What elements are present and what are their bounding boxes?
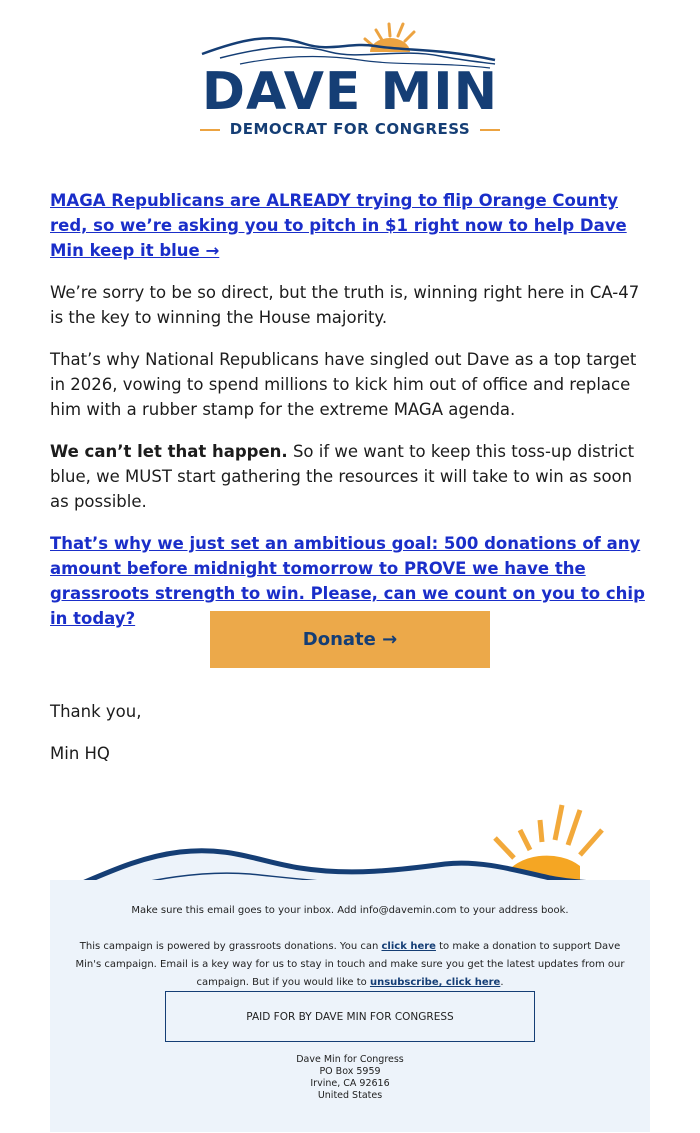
email-body xyxy=(50,188,650,648)
inbox-note: Make sure this email goes to your inbox. Add info@davemin.com to your address book. xyxy=(131,905,569,916)
address-city: Irvine, CA 92616 xyxy=(310,1078,390,1089)
address-po-box: PO Box 5959 xyxy=(319,1066,381,1077)
footer-paragraph xyxy=(75,938,625,992)
footer-para-part3: . xyxy=(500,977,504,988)
lead-paragraph xyxy=(50,188,650,263)
signoff xyxy=(50,702,650,786)
email-footer xyxy=(50,880,650,1132)
goal-donate-link[interactable]: That’s why we just set an ambitious goal: 500 donations of any amount before midnight tomorrow to PROVE we have the grassroots strength to win. Please, can we count on you to chip in today? xyxy=(50,534,645,628)
tagline-dash-right xyxy=(480,129,500,131)
logo-tagline-text: DEMOCRAT FOR CONGRESS xyxy=(229,120,471,138)
logo-wordmark: DAVE MIN xyxy=(201,62,499,122)
mailing-address xyxy=(50,1054,650,1102)
logo-tagline xyxy=(0,120,700,138)
donate-button-wrap xyxy=(210,611,490,668)
paragraph-3 xyxy=(50,439,650,514)
paragraph-3-bold: We can’t let that happen. xyxy=(50,442,288,461)
email-header xyxy=(0,0,700,150)
thanks-text: Thank you, xyxy=(50,702,142,721)
donate-button[interactable]: Donate → xyxy=(210,611,490,668)
address-country: United States xyxy=(317,1090,383,1101)
paragraph-1: We’re sorry to be so direct, but the truth is, winning right here in CA-47 is the key to winning the House majority. xyxy=(50,283,640,327)
address-name: Dave Min for Congress xyxy=(296,1054,404,1065)
lead-donate-link[interactable]: MAGA Republicans are ALREADY trying to flip Orange County red, so we’re asking you to pitch in $1 right now to help Dave Min keep it blue → xyxy=(50,191,627,260)
unsubscribe-link[interactable]: unsubscribe, click here xyxy=(369,977,501,988)
paragraph-2: That’s why National Republicans have singled out Dave as a top target in 2026, vowing to spend millions to kick him out of office and replace him with a rubber stamp for the extreme MAGA agenda. xyxy=(50,350,637,419)
footer-para-part2: to make a donation to support Dave Min's campaign. Email is a key way for us to stay in touch and make sure you get the latest updates from our campaign. But if you would like to xyxy=(75,941,625,988)
footer-para-part1: This campaign is powered by grassroots donations. You can xyxy=(79,941,382,952)
paragraph-3-rest: So if we want to keep this toss-up district blue, we MUST start gathering the resources it will take to win as soon as possible. xyxy=(50,442,635,511)
paid-for-disclaimer: PAID FOR BY DAVE MIN FOR CONGRESS xyxy=(165,991,535,1042)
tagline-dash-left xyxy=(200,129,220,131)
signature-text: Min HQ xyxy=(50,744,110,763)
footer-donate-link[interactable]: click here xyxy=(381,941,436,952)
